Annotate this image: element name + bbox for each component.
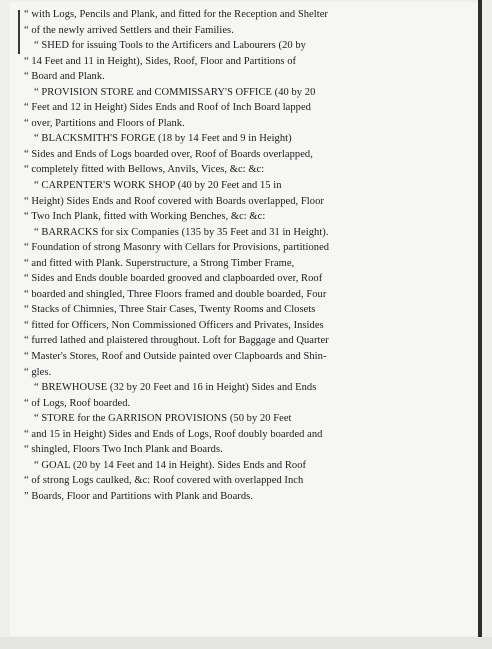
text-line: “ fitted for Officers, Non Commissioned Officers and Privates, Insides [24,319,324,331]
text-line: “ Foundation of strong Masonry with Cellars for Provisions, partitioned [24,242,330,254]
text-line: “ PROVISION STORE and COMMISSARY'S OFFICE (40 by 20 [34,86,316,98]
text-line: “ and 15 in Height) Sides and Ends of Logs, Roof doubly boarded and [24,428,323,440]
text-line: “ furred lathed and plaistered throughout. Loft for Baggage and Quarter [24,335,329,347]
text-line: ” Boards, Floor and Partitions with Plank and Boards. [24,490,253,502]
text-line: “ 14 Feet and 11 in Height), Sides, Roof, Floor and Partitions of [24,55,297,67]
text-line: “ of Logs, Roof boarded. [24,397,131,409]
text-line: “ shingled, Floors Two Inch Plank and Boards. [24,444,223,456]
text-line: “ and fitted with Plank. Superstructure, a Strong Timber Frame, [24,257,295,269]
right-border-rule [478,0,482,637]
text-line: “ Height) Sides Ends and Roof covered with Boards overlapped, Floor [24,195,324,207]
text-line: “ gles. [24,366,52,378]
text-line: “ Feet and 12 in Height) Sides Ends and Roof of Inch Board lapped [24,102,311,114]
text-line: “ Master's Stores, Roof and Outside painted over Clapboards and Shin- [24,351,327,363]
text-line: “ CARPENTER'S WORK SHOP (40 by 20 Feet and 15 in [34,180,282,192]
text-line: “ BARRACKS for six Companies (135 by 35 Feet and 31 in Height). [34,226,329,238]
text-line: “ of strong Logs caulked, &c: Roof covered with overlapped Inch [24,475,304,487]
text-line: “ GOAL (20 by 14 Feet and 14 in Height). Sides Ends and Roof [34,459,307,471]
text-line: “ completely fitted with Bellows, Anvils, Vices, &c: &c: [24,164,265,176]
text-line: “ of the newly arrived Settlers and their Families. [24,24,234,36]
document-text-block [24,7,480,505]
text-line: “ Stacks of Chimnies, Three Stair Cases, Twenty Rooms and Closets [24,304,316,316]
text-line: “ BREWHOUSE (32 by 20 Feet and 16 in Height) Sides and Ends [34,382,317,394]
text-line: “ with Logs, Pencils and Plank, and fitted for the Reception and Shelter [24,9,328,20]
page-bottom-edge [0,637,492,649]
text-line: “ boarded and shingled, Three Floors framed and double boarded, Four [24,288,327,300]
text-line: “ BLACKSMITH'S FORGE (18 by 14 Feet and 9 in Height) [34,133,292,145]
text-line: “ Sides and Ends double boarded grooved and clapboarded over, Roof [24,273,323,285]
text-line: “ Sides and Ends of Logs boarded over, Roof of Boards overlapped, [24,148,313,160]
text-line: “ over, Partitions and Floors of Plank. [24,117,185,129]
text-line: “ Two Inch Plank, fitted with Working Benches, &c: &c: [24,211,266,223]
text-line: “ Board and Plank. [24,71,105,83]
text-line: “ STORE for the GARRISON PROVISIONS (50 by 20 Feet [34,413,292,425]
text-line: “ SHED for issuing Tools to the Artificers and Labourers (20 by [34,40,306,52]
left-margin-rule [18,10,20,54]
scanned-page [10,2,482,636]
